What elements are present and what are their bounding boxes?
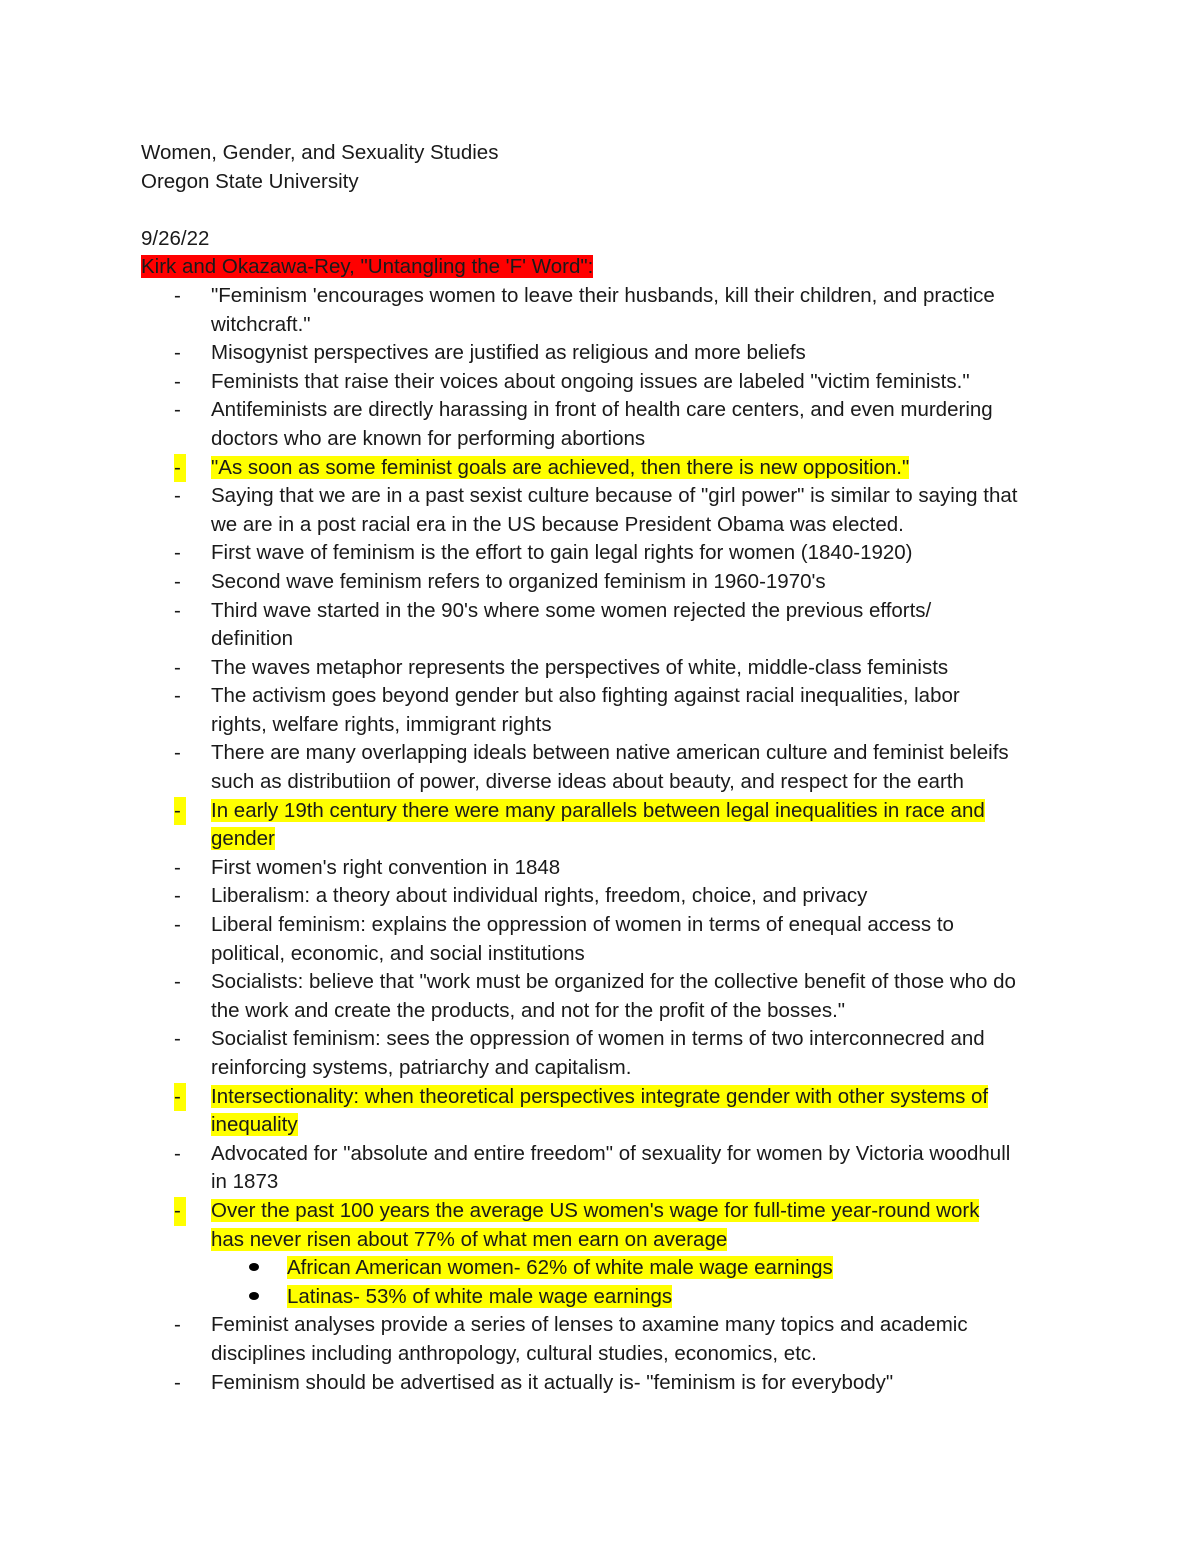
list-item-text: gender [211,827,275,851]
list-item-text: in 1873 [211,1170,279,1194]
university-name: Oregon State University [141,169,359,193]
list-item-text: Feminism should be advertised as it actually is- "feminism is for everybody" [211,1370,894,1394]
sub-list-item-text: Latinas- 53% of white male wage earnings [287,1284,673,1308]
dash-marker: - [174,655,181,679]
dash-marker: - [174,398,181,422]
list-item-text: definition [211,627,294,651]
list-item-line [211,454,1081,483]
dash-marker: - [174,741,181,765]
list-item-highlighted [141,1083,1081,1140]
list-item-text: There are many overlapping ideals between native american culture and feminist beleifs [211,741,1009,765]
list-item-line [211,1111,1081,1140]
list-item [141,739,1081,796]
list-item [141,539,1081,568]
document-page [141,139,1081,1397]
dash-marker: - [174,1141,181,1165]
list-item-line [211,797,1081,826]
list-item-text: Advocated for "absolute and entire freedom" of sexuality for women by Victoria woodhull [211,1141,1011,1165]
list-item-text: Over the past 100 years the average US women's wage for full-time year-round work [211,1198,980,1222]
list-item [141,482,1081,539]
dash-marker: - [174,797,186,826]
notes-list-continued [141,1311,1081,1397]
dash-marker: - [174,369,181,393]
dash-marker: - [174,1313,181,1337]
list-item [141,282,1081,339]
dash-marker: - [174,855,181,879]
note-date: 9/26/22 [141,226,210,250]
list-item-line [211,825,1081,854]
list-item-text: inequality [211,1113,298,1137]
dash-marker: - [174,1370,181,1394]
sub-list-item [141,1283,1081,1312]
bullet-icon [249,1283,259,1312]
list-item [141,968,1081,1025]
list-item-text: Third wave started in the 90's where some women rejected the previous efforts/ [211,598,932,622]
dash-marker: - [174,598,181,622]
reading-title [141,253,1081,282]
list-item [141,597,1081,654]
list-item-line [211,1226,1081,1255]
sub-list-item-line [287,1283,1081,1312]
list-item-text: Misogynist perspectives are justified as religious and more beliefs [211,341,806,365]
list-item-line [211,1197,1081,1226]
list-item-text: The waves metaphor represents the perspectives of white, middle-class feminists [211,655,949,679]
list-item-highlighted [141,454,1081,483]
dash-marker: - [174,970,181,994]
dash-marker: - [174,884,181,908]
list-item-text: rights, welfare rights, immigrant rights [211,712,552,736]
list-item [141,368,1081,397]
list-item-text: such as distributiion of power, diverse ideas about beauty, and respect for the earth [211,770,964,794]
dash-marker: - [174,913,181,937]
list-item-highlighted [141,1197,1081,1254]
list-item-text: "As soon as some feminist goals are achieved, then there is new opposition." [211,455,910,479]
dash-marker: - [174,341,181,365]
list-item-text: In early 19th century there were many parallels between legal inequalities in race and [211,798,985,822]
list-item [141,882,1081,911]
list-item-text: First women's right convention in 1848 [211,855,561,879]
list-item [141,339,1081,368]
list-item-text: Socialist feminism: sees the oppression of women in terms of two interconnecred and [211,1027,985,1051]
bullet-icon [249,1254,259,1283]
dash-marker: - [174,283,181,307]
list-item-text: Liberal feminism: explains the oppression of women in terms of enequal access to [211,913,954,937]
list-item [141,1025,1081,1082]
list-item [141,1140,1081,1197]
list-item [141,396,1081,453]
list-item [141,911,1081,968]
dash-marker: - [174,541,181,565]
wage-sublist [141,1254,1081,1311]
list-item-text: "Feminism 'encourages women to leave their husbands, kill their children, and practice [211,283,995,307]
list-item-text: The activism goes beyond gender but also fighting against racial inequalities, labor [211,684,960,708]
dash-marker: - [174,484,181,508]
list-item-text: Saying that we are in a past sexist culture because of "girl power" is similar to saying that [211,484,1018,508]
list-item-text: Second wave feminism refers to organized feminism in 1960-1970's [211,569,826,593]
dash-marker: - [174,454,186,483]
course-title: Women, Gender, and Sexuality Studies [141,141,499,164]
list-item-text: doctors who are known for performing abortions [211,426,646,450]
dash-marker: - [174,1197,186,1226]
list-item-text: Antifeminists are directly harassing in front of health care centers, and even murdering [211,398,993,422]
list-item-line [211,1083,1081,1112]
reading-title-highlight: Kirk and Okazawa-Rey, "Untangling the 'F' Word": [141,255,594,279]
dash-marker: - [174,1027,181,1051]
list-item [141,854,1081,883]
list-item-text: has never risen about 77% of what men earn on average [211,1227,728,1251]
list-item-text: we are in a post racial era in the US because President Obama was elected. [211,512,904,536]
list-item-text: Feminists that raise their voices about ongoing issues are labeled "victim feminists." [211,369,970,393]
list-item-highlighted [141,797,1081,854]
dash-marker: - [174,684,181,708]
list-item [141,1369,1081,1398]
list-item [141,1311,1081,1368]
list-item-text: First wave of feminism is the effort to gain legal rights for women (1840-1920) [211,541,913,565]
dash-marker: - [174,569,181,593]
list-item [141,682,1081,739]
spacer [141,196,1081,225]
sub-list-item [141,1254,1081,1283]
list-item [141,654,1081,683]
list-item-text: political, economic, and social institutions [211,941,585,965]
list-item-text: disciplines including anthropology, cultural studies, economics, etc. [211,1341,817,1365]
sub-list-item-line [287,1254,1081,1283]
sub-list-item-text: African American women- 62% of white male wage earnings [287,1256,833,1280]
list-item-text: Liberalism: a theory about individual rights, freedom, choice, and privacy [211,884,868,908]
list-item-text: reinforcing systems, patriarchy and capitalism. [211,1056,632,1079]
list-item [141,568,1081,597]
list-item-text: Socialists: believe that "work must be organized for the collective benefit of those who do [211,970,1016,994]
list-item-text: Intersectionality: when theoretical perspectives integrate gender with other systems of [211,1084,989,1108]
list-item-text: the work and create the products, and not for the profit of the bosses." [211,998,846,1022]
notes-list [141,282,1081,1254]
list-item-text: witchcraft." [211,312,311,336]
dash-marker: - [174,1083,186,1112]
list-item-text: Feminist analyses provide a series of lenses to axamine many topics and academic [211,1313,968,1337]
